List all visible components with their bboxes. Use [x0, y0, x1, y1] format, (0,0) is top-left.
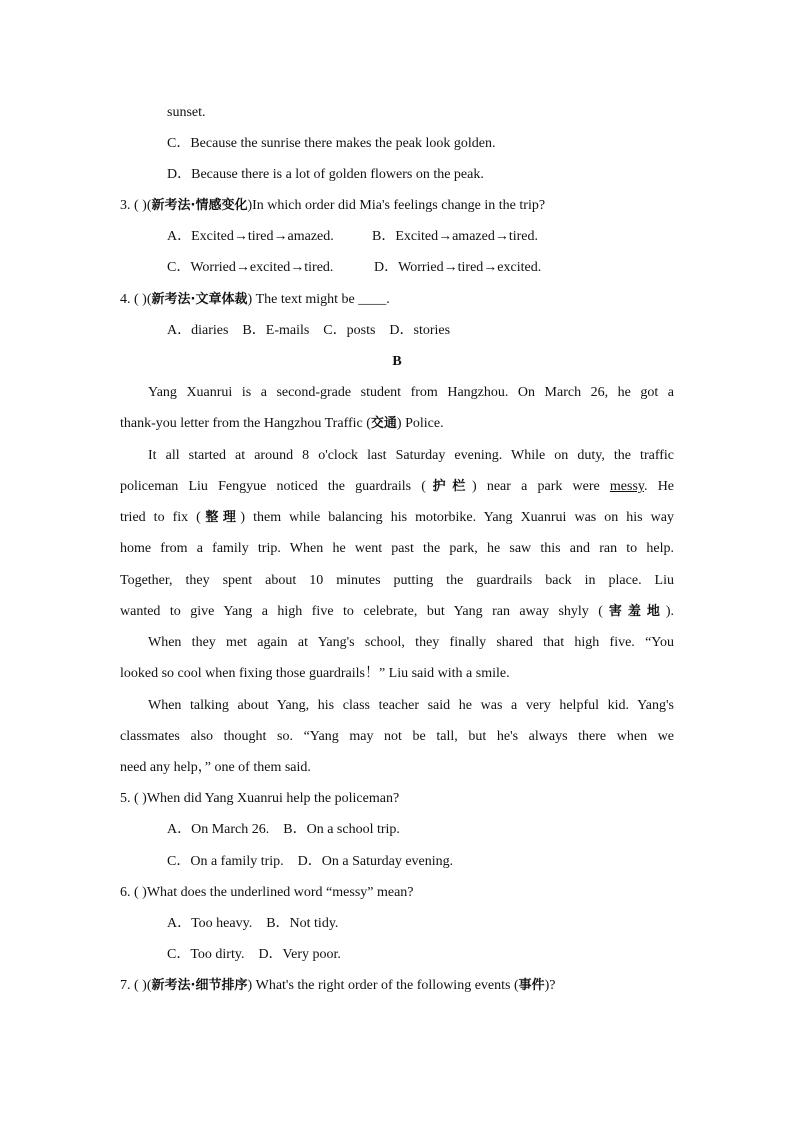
question-tag: 新考法·情感变化 — [151, 198, 248, 213]
question-4 — [120, 291, 390, 309]
text-line: sunset. — [167, 105, 206, 120]
text-span: ) them while balancing his motorbike. Yang Xuanrui was on his way — [240, 510, 674, 525]
text-span: policeman Liu Fengyue noticed the guardrails ( — [120, 479, 426, 494]
paragraph-line: home from a family trip. When he went past the park, he saw this and ran to help. — [120, 541, 674, 556]
chinese-gloss: 事件 — [518, 978, 545, 993]
section-heading: B — [392, 354, 402, 369]
question-tag: 新考法·细节排序 — [151, 978, 248, 993]
option-d: D．Because there is a lot of golden flowers on the peak. — [167, 167, 484, 182]
paragraph-line: need any help，” one of them said. — [120, 760, 311, 775]
question-6: 6. ( )What does the underlined word “messy” mean? — [120, 885, 414, 900]
question-5: 5. ( )When did Yang Xuanrui help the policeman? — [120, 791, 400, 806]
question-tag: 新考法·文章体裁 — [151, 292, 248, 307]
question-text: ) What's the right order of the following events ( — [247, 978, 519, 993]
paragraph-line: It all started at around 8 o'clock last Saturday evening. While on duty, the traffic — [148, 448, 674, 463]
underlined-word: messy — [609, 479, 645, 494]
option-c: C．Worried→excited→tired. — [167, 260, 334, 275]
options-row: C．On a family trip. D．On a Saturday evening. — [167, 854, 454, 869]
question-text: )? — [544, 978, 556, 993]
options-row: A．On March 26. B．On a school trip. — [167, 822, 400, 837]
question-7 — [120, 977, 556, 995]
question-3 — [120, 197, 545, 215]
question-text: )In which order did Mia's feelings change in the trip? — [247, 198, 546, 213]
question-number: 4. ( )( — [120, 292, 152, 307]
paragraph-line: classmates also thought so. “Yang may not be tall, but he's always there when we — [120, 729, 674, 744]
text-span: . He — [644, 479, 675, 494]
chinese-gloss: 整理 — [200, 510, 241, 525]
question-number: 3. ( )( — [120, 198, 152, 213]
chinese-gloss: 护栏 — [425, 479, 472, 494]
options-row: A．diaries B．E-mails C．posts D．stories — [167, 323, 451, 338]
chinese-gloss: 害羞地 — [602, 604, 666, 619]
paragraph-line: Together, they spent about 10 minutes putting the guardrails back in place. Liu — [120, 573, 674, 588]
paragraph-line — [120, 603, 674, 621]
paragraph-line: When they met again at Yang's school, they finally shared that high five. “You — [148, 635, 674, 650]
text-span: wanted to give Yang a high five to celebrate, but Yang ran away shyly ( — [120, 604, 603, 619]
paragraph-line: looked so cool when fixing those guardrails！” Liu said with a smile. — [120, 666, 510, 681]
paragraph-line — [120, 509, 674, 527]
paragraph-line: When talking about Yang, his class teacher said he was a very helpful kid. Yang's — [148, 698, 674, 713]
option-d: D．Worried→tired→excited. — [374, 260, 542, 275]
text-span: ) Police. — [396, 416, 444, 431]
question-number: 7. ( )( — [120, 978, 152, 993]
chinese-gloss: 交通 — [370, 416, 397, 431]
paragraph-line: Yang Xuanrui is a second-grade student from Hangzhou. On March 26, he got a — [148, 385, 674, 400]
text-span: thank-you letter from the Hangzhou Traffic ( — [120, 416, 371, 431]
text-span: ). — [665, 604, 674, 619]
question-text: ) The text might be ____. — [247, 292, 390, 307]
paragraph-line — [120, 478, 674, 496]
option-a: A．Excited→tired→amazed. — [167, 229, 334, 244]
paragraph-line — [120, 415, 444, 433]
options-row — [167, 228, 538, 246]
text-span: tried to fix ( — [120, 510, 201, 525]
option-c: C．Because the sunrise there makes the peak look golden. — [167, 136, 496, 151]
options-row: C．Too dirty. D．Very poor. — [167, 947, 341, 962]
option-b: B．Excited→amazed→tired. — [372, 229, 538, 244]
text-span: ) near a park were — [472, 479, 610, 494]
options-row: A．Too heavy. B．Not tidy. — [167, 916, 339, 931]
options-row — [167, 259, 541, 277]
